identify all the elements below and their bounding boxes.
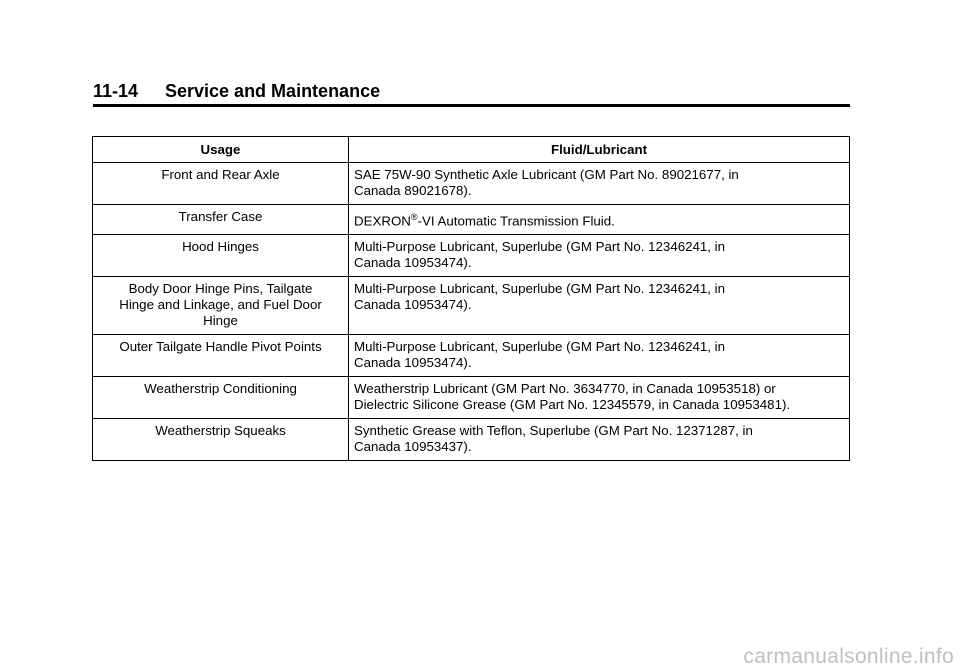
lubricant-table — [92, 136, 850, 461]
page-number: 11-14 — [93, 81, 139, 101]
usage-line: Body Door Hinge Pins, Tailgate — [128, 281, 313, 297]
fluid-cell — [349, 335, 850, 377]
fluid-cell — [349, 419, 850, 461]
fluid-line: Synthetic Grease with Teflon, Superlube (GM Part No. 12371287, in — [354, 423, 753, 439]
fluid-line: Weatherstrip Lubricant (GM Part No. 3634770, in Canada 10953518) or — [354, 381, 776, 397]
fluid-cell — [349, 377, 850, 419]
table-header-row — [93, 137, 850, 163]
usage-line: Hinge and Linkage, and Fuel Door — [119, 297, 322, 313]
table-row — [93, 163, 850, 205]
usage-line: Hinge — [203, 313, 238, 329]
fluid-line: Canada 10953437). — [354, 439, 472, 455]
fluid-line: Canada 10953474). — [354, 297, 472, 313]
table-row — [93, 235, 850, 277]
page-header — [93, 80, 850, 107]
watermark: carmanualsonline.info — [743, 645, 954, 668]
table-row — [93, 205, 850, 235]
fluid-cell — [349, 277, 850, 335]
fluid-cell — [349, 163, 850, 205]
table-row — [93, 277, 850, 335]
section-title: Service and Maintenance — [165, 81, 381, 101]
registered-mark: ® — [410, 212, 418, 222]
table-row — [93, 335, 850, 377]
fluid-line: Canada 10953474). — [354, 255, 472, 271]
fluid-line: Dielectric Silicone Grease (GM Part No. 12345579, in Canada 10953481). — [354, 397, 791, 413]
usage-cell: Weatherstrip Conditioning — [93, 377, 349, 419]
usage-cell — [93, 277, 349, 335]
usage-cell: Front and Rear Axle — [93, 163, 349, 205]
usage-cell: Weatherstrip Squeaks — [93, 419, 349, 461]
column-header-fluid: Fluid/Lubricant — [349, 137, 850, 163]
fluid-cell — [349, 205, 850, 235]
fluid-line: Multi-Purpose Lubricant, Superlube (GM Part No. 12346241, in — [354, 281, 726, 297]
fluid-cell — [349, 235, 850, 277]
fluid-line: Canada 10953474). — [354, 355, 472, 371]
table-row — [93, 419, 850, 461]
fluid-line: SAE 75W-90 Synthetic Axle Lubricant (GM Part No. 89021677, in — [354, 167, 739, 182]
usage-cell: Transfer Case — [93, 205, 349, 235]
fluid-line: Multi-Purpose Lubricant, Superlube (GM Part No. 12346241, in — [354, 239, 726, 255]
fluid-text: -VI Automatic Transmission Fluid. — [417, 213, 615, 229]
usage-cell: Outer Tailgate Handle Pivot Points — [93, 335, 349, 377]
usage-cell: Hood Hinges — [93, 235, 349, 277]
fluid-line: Multi-Purpose Lubricant, Superlube (GM Part No. 12346241, in — [354, 339, 726, 355]
fluid-text: DEXRON — [354, 213, 411, 229]
column-header-usage: Usage — [93, 137, 349, 163]
table-row — [93, 377, 850, 419]
fluid-line: Canada 89021678). — [354, 183, 472, 198]
